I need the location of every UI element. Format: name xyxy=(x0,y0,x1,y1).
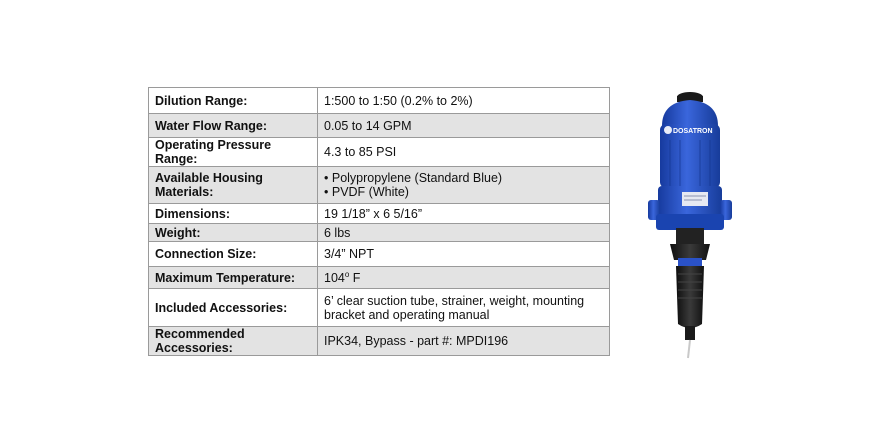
spec-value: 1:500 to 1:50 (0.2% to 2%) xyxy=(318,88,610,114)
spec-row-dilution-range xyxy=(149,88,610,114)
temperature-value: 104 xyxy=(324,270,345,285)
spec-row-housing-materials xyxy=(149,167,610,204)
spec-label: Dimensions: xyxy=(149,204,318,224)
housing-material-item: • Polypropylene (Standard Blue) xyxy=(324,171,603,185)
spec-table xyxy=(148,87,610,356)
spec-value: 6 lbs xyxy=(318,224,610,242)
spec-value: 6’ clear suction tube, strainer, weight, mounting bracket and operating manual xyxy=(318,289,610,327)
spec-label: Dilution Range: xyxy=(149,88,318,114)
spec-row-operating-pressure-range xyxy=(149,138,610,167)
spec-row-included-accessories xyxy=(149,289,610,327)
dosatron-injector-icon xyxy=(640,88,740,360)
spec-row-connection-size xyxy=(149,242,610,267)
housing-materials-list xyxy=(324,171,603,199)
spec-label: Water Flow Range: xyxy=(149,114,318,138)
product-image xyxy=(640,88,740,360)
temperature-unit: F xyxy=(349,270,361,285)
spec-value: 0.05 to 14 GPM xyxy=(318,114,610,138)
spec-value xyxy=(318,267,610,289)
spec-row-dimensions xyxy=(149,204,610,224)
spec-label: Maximum Temperature: xyxy=(149,267,318,289)
spec-value: 3/4” NPT xyxy=(318,242,610,267)
spec-label: Included Accessories: xyxy=(149,289,318,327)
degree-mark: o xyxy=(344,269,350,279)
spec-value: 4.3 to 85 PSI xyxy=(318,138,610,167)
housing-material-item: • PVDF (White) xyxy=(324,185,603,199)
spec-label: Connection Size: xyxy=(149,242,318,267)
spec-row-water-flow-range xyxy=(149,114,610,138)
spec-label: Weight: xyxy=(149,224,318,242)
spec-label: Operating Pressure Range: xyxy=(149,138,318,167)
spec-row-maximum-temperature xyxy=(149,267,610,289)
spec-label: Recommended Accessories: xyxy=(149,327,318,356)
spec-value: 19 1/18” x 6 5/16” xyxy=(318,204,610,224)
brand-logo-text: DOSATRON xyxy=(673,128,713,135)
spec-row-recommended-accessories xyxy=(149,327,610,356)
spec-row-weight xyxy=(149,224,610,242)
spec-value: IPK34, Bypass - part #: MPDI196 xyxy=(318,327,610,356)
spec-label: Available Housing Materials: xyxy=(149,167,318,204)
spec-value xyxy=(318,167,610,204)
